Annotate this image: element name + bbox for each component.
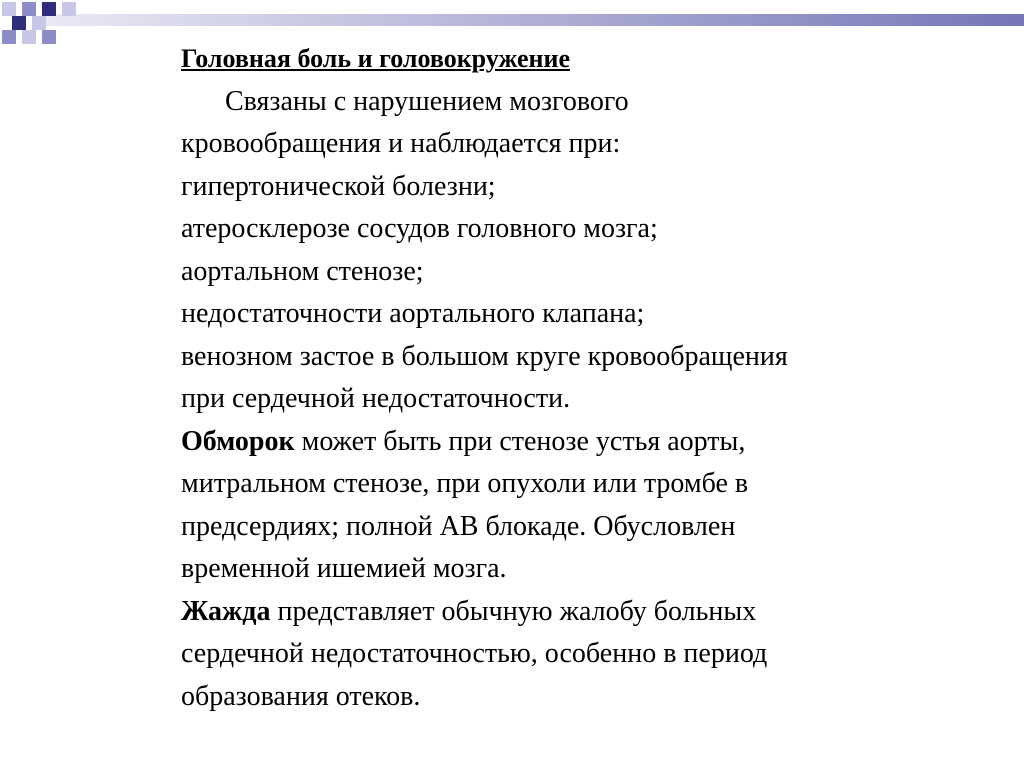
syncope-line: предсердиях; полной АВ блокаде. Обусловлен	[181, 510, 736, 542]
deco-square-5	[12, 16, 26, 30]
thirst-text: представляет обычную жалобу больных	[270, 595, 757, 627]
syncope-line: временной ишемией мозга.	[181, 553, 507, 584]
header-gradient-bar	[44, 14, 1024, 26]
syncope-line: митральном стенозе, при опухоли или тромбе в	[181, 468, 749, 499]
list-line: гипертонической болезни;	[181, 170, 496, 202]
slide-title: Головная боль и головокружение	[181, 44, 570, 73]
deco-square-3	[42, 2, 56, 16]
list-line: атеросклерозе сосудов головного мозга;	[181, 213, 658, 244]
syncope-text: может быть при стенозе устья аорты,	[294, 425, 746, 457]
list-line: венозном застое в большом круге кровообращения	[181, 340, 788, 372]
thirst-line: образования отеков.	[181, 680, 421, 712]
list-line: недостаточности аортального клапана;	[181, 298, 645, 329]
intro-line: Связаны с нарушением мозгового	[225, 85, 629, 117]
intro-line: кровообращения и наблюдается при:	[181, 128, 621, 159]
deco-square-8	[22, 30, 36, 44]
syncope-term: Обморок	[181, 425, 295, 457]
list-line: аортальном стенозе;	[181, 255, 424, 287]
deco-square-9	[42, 30, 56, 44]
thirst-paragraph-first-line	[181, 591, 981, 634]
deco-square-4	[62, 2, 76, 16]
deco-square-7	[2, 30, 16, 44]
slide-body	[181, 38, 981, 718]
deco-square-2	[22, 2, 36, 16]
syncope-paragraph-first-line	[181, 421, 981, 464]
deco-square-1	[2, 2, 16, 16]
deco-square-6	[32, 16, 46, 30]
thirst-line: сердечной недостаточностью, особенно в период	[181, 638, 768, 669]
list-line: при сердечной недостаточности.	[181, 383, 571, 414]
thirst-term: Жажда	[181, 595, 271, 627]
